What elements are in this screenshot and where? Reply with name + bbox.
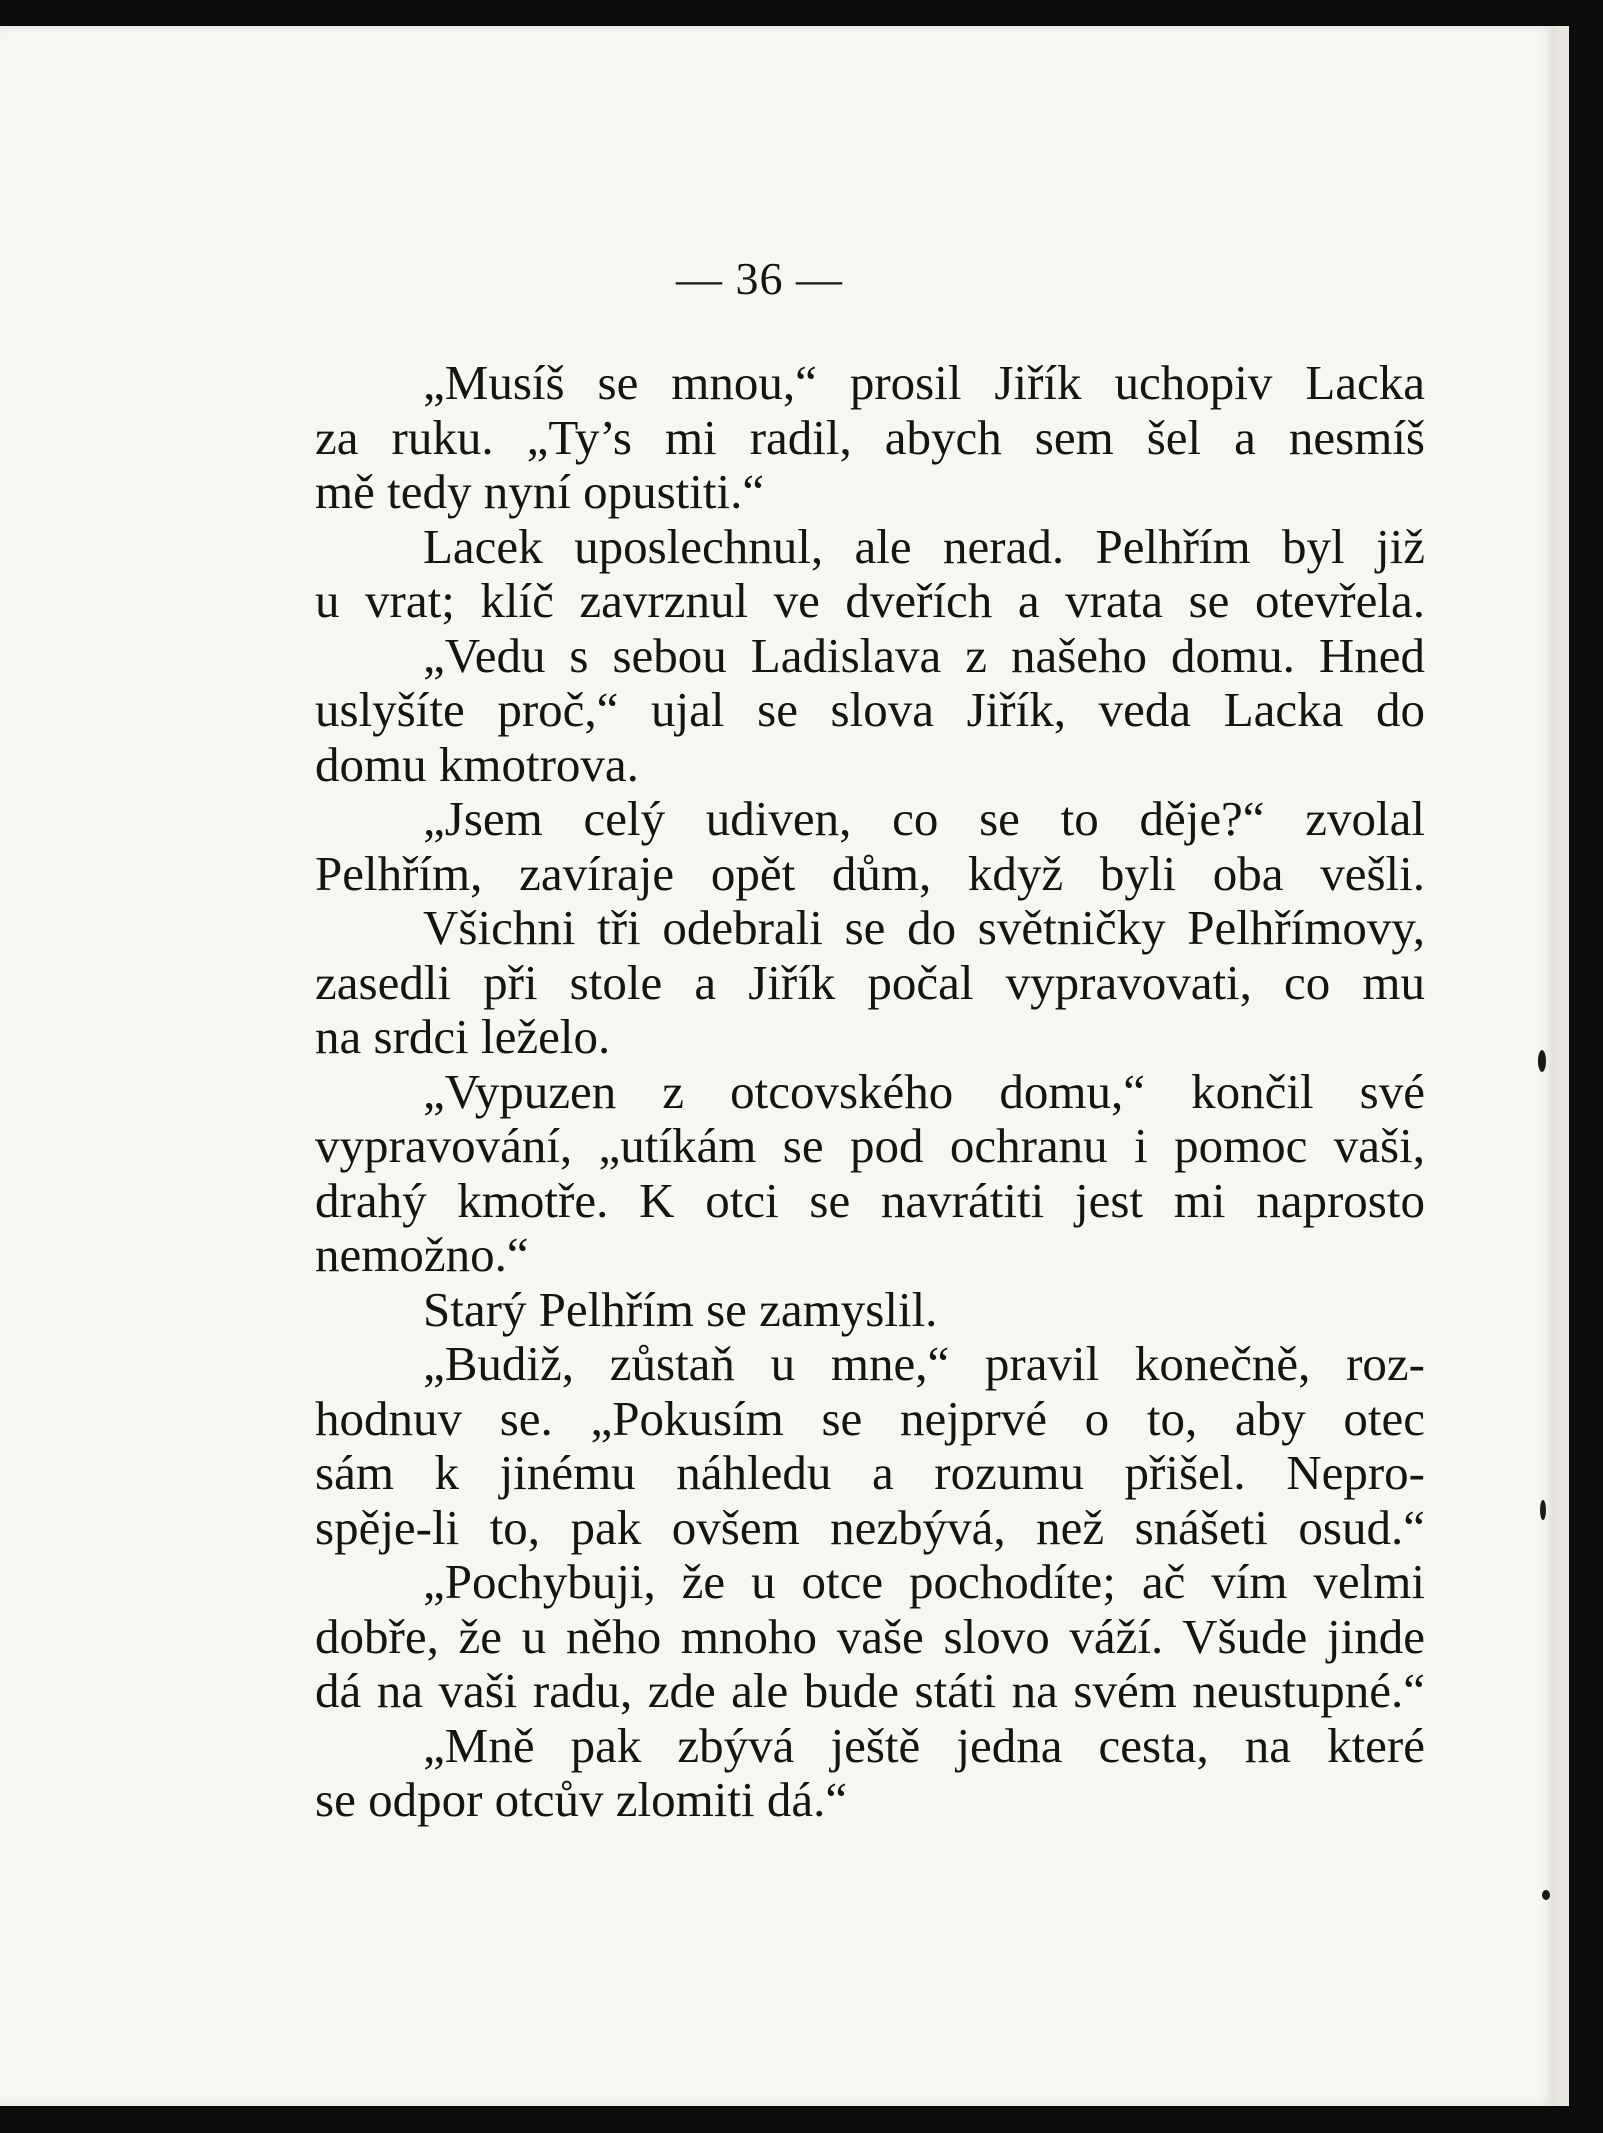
text-line: spěje-li to, pak ovšem nezbývá, než snášeti osud.“ [315, 1499, 1425, 1555]
text-line: „Jsem celý udiven, co se to děje?“ zvolal [423, 791, 1425, 846]
text-line: „Vedu s sebou Ladislava z našeho domu. Hned [423, 627, 1425, 683]
text-line: za ruku. „Ty’s mi radil, abych sem šel a nesmíš [315, 409, 1425, 465]
text-line: „Musíš se mnou,“ prosil Jiřík uchopiv Lacka [423, 355, 1425, 410]
text-line: vypravování, „utíkám se pod ochranu i pomoc vaši, [315, 1118, 1425, 1173]
page-gutter [1555, 26, 1569, 2106]
text-line: Lacek uposlechnul, ale nerad. Pelhřím byl již [423, 518, 1425, 574]
text-line: na srdci leželo. [315, 1009, 611, 1064]
text-line: mě tedy nyní opustiti.“ [315, 464, 765, 519]
scan-speck [1542, 1890, 1550, 1900]
text-line: „Vypuzen z otcovského domu,“ končil své [423, 1063, 1425, 1119]
book-page [0, 26, 1555, 2106]
text-line: drahý kmotře. K otci se navrátiti jest mi naprosto [315, 1172, 1425, 1228]
text-line: Starý Pelhřím se zamyslil. [423, 1281, 938, 1337]
text-line: uslyšíte proč,“ ujal se slova Jiřík, veda Lacka do [315, 682, 1425, 737]
text-line: hodnuv se. „Pokusím se nejprvé o to, aby otec [315, 1390, 1425, 1446]
scan-speck [1538, 1050, 1546, 1072]
text-line: domu kmotrova. [315, 736, 639, 792]
text-line: Pelhřím, zavíraje opět dům, když byli oba vešli. [315, 845, 1425, 901]
page-number: — 36 — [676, 253, 843, 304]
text-line: zasedli při stole a Jiřík počal vypravovati, co mu [315, 954, 1425, 1010]
text-line: Všichni tři odebrali se do světničky Pelhřímovy, [423, 900, 1425, 955]
text-line: „Budiž, zůstaň u mne,“ pravil konečně, roz- [423, 1336, 1425, 1391]
text-line: nemožno.“ [315, 1227, 529, 1282]
text-line: dobře, že u něho mnoho vaše slovo váží. Všude jinde [315, 1608, 1425, 1664]
text-line: dá na vaši radu, zde ale bude státi na svém neustupné.“ [315, 1663, 1425, 1718]
text-line: „Pochybuji, že u otce pochodíte; ač vím velmi [423, 1554, 1425, 1609]
text-line: u vrat; klíč zavrznul ve dveřích a vrata se otevřela. [315, 573, 1425, 628]
text-line: sám k jinému náhledu a rozumu přišel. Nepro- [315, 1445, 1425, 1500]
body-text [315, 356, 1425, 1828]
text-line: se odpor otcův zlomiti dá.“ [315, 1772, 848, 1827]
scan-speck [1540, 1500, 1546, 1520]
text-line: „Mně pak zbývá ještě jedna cesta, na které [423, 1717, 1425, 1773]
